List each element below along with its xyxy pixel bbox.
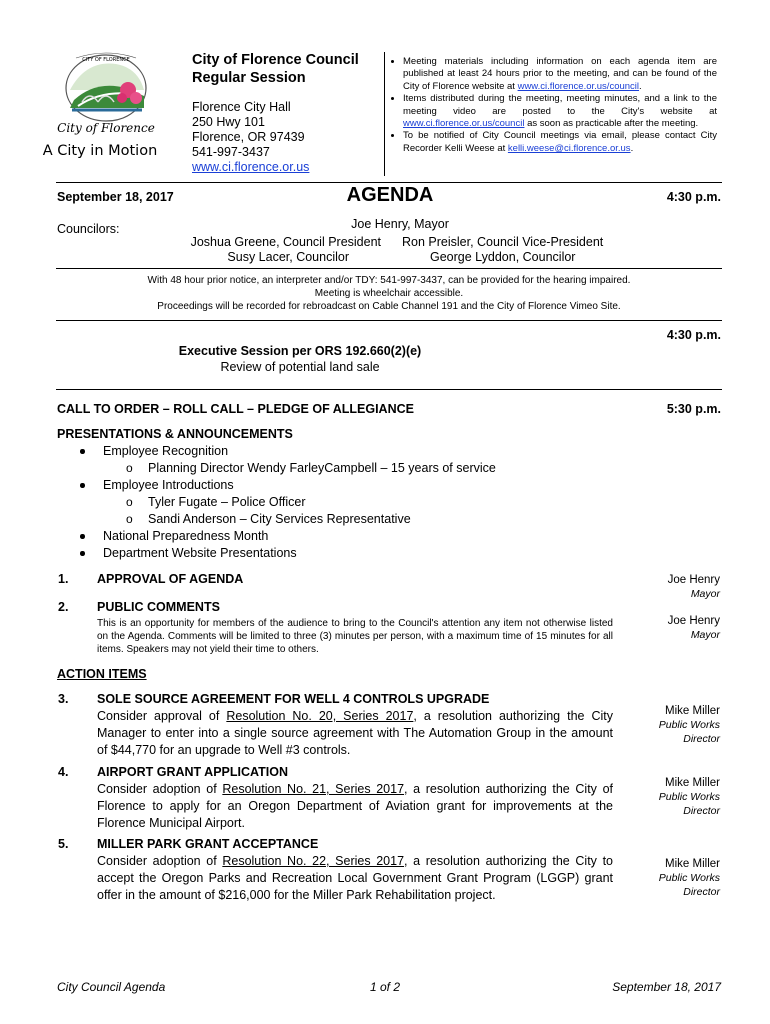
resolution-21: Resolution No. 21, Series 2017 xyxy=(222,782,405,796)
notice-distributed: • Items distributed during the meeting, meeting minutes, and a link to the meeting video are posted to the City's website at www.ci.florence.or.us/council as soon as practicable after the meeting. xyxy=(403,93,717,130)
list-item: o Sandi Anderson – City Services Representative xyxy=(126,512,411,526)
access-line1: With 48 hour prior notice, an interpreter and/or TDY: 541-997-3437, can be provided for the hearing impaired. xyxy=(147,275,631,286)
agenda-title: AGENDA xyxy=(346,184,434,206)
mayor-name: Joe Henry, Mayor xyxy=(351,217,449,231)
notice-email: • To be notified of City Council meetings via email, please contact City Recorder Kelli Weese at kelli.weese@ci.florence.or.us. xyxy=(403,130,717,155)
access-line3: Proceedings will be recorded for rebroadcast on Cable Channel 191 and the City of Florence Vimeo Site. xyxy=(157,301,621,312)
item-5-title: MILLER PARK GRANT ACCEPTANCE xyxy=(97,837,319,851)
address-line1: Florence City Hall xyxy=(192,100,291,114)
list-item: Employee Recognition xyxy=(103,443,496,460)
address-line2: 250 Hwy 101 xyxy=(192,115,265,129)
header-rule xyxy=(56,182,722,183)
address-phone: 541-997-3437 xyxy=(192,145,270,159)
footer-date: September 18, 2017 xyxy=(612,980,721,994)
city-seal-icon xyxy=(42,50,174,168)
councilor-lyddon: George Lyddon, Councilor xyxy=(430,250,576,264)
logo-ring-text: CITY OF FLORENCE xyxy=(82,57,130,63)
meeting-notices xyxy=(392,56,717,155)
item-4-presenter: Mike Miller Public Works Director xyxy=(658,777,720,817)
call-time: 5:30 p.m. xyxy=(666,402,721,416)
page-number: 1 of 2 xyxy=(369,980,401,994)
executive-rule xyxy=(56,389,722,390)
item-3-text: Consider approval of Resolution No. 20, Series 2017, a resolution authorizing the City Manager to enter into a single source agreement with The Automation Group in the amount of $44,770 for an upgrade to Well #3 controls. xyxy=(97,709,613,757)
meeting-date: September 18, 2017 xyxy=(57,190,174,204)
item-3-presenter: Mike Miller Public Works Director xyxy=(658,705,720,745)
executive-subtitle: Review of potential land sale xyxy=(220,360,380,374)
accessibility-notice xyxy=(56,274,722,313)
item-4-text: Consider adoption of Resolution No. 21, Series 2017, a resolution authorizing the City of Florence to apply for an Oregon Department of Aviation grant for improvements at the Florence Municipal Airport. xyxy=(97,782,613,830)
item-4-number: 4. xyxy=(58,765,69,779)
header-divider xyxy=(384,52,385,176)
logo-tagline: A City in Motion xyxy=(42,143,158,159)
item-4-title: AIRPORT GRANT APPLICATION xyxy=(97,765,288,779)
councilors-label: Councilors: xyxy=(57,222,120,236)
council-link-1[interactable]: www.ci.florence.or.us/council xyxy=(517,80,640,92)
executive-time: 4:30 p.m. xyxy=(666,328,721,342)
list-item: o Tyler Fugate – Police Officer xyxy=(126,495,306,509)
address-line3: Florence, OR 97439 xyxy=(192,130,305,144)
item-5-presenter: Mike Miller Public Works Director xyxy=(658,858,720,898)
item-2-text: This is an opportunity for members of the audience to bring to the Council's attention any item not otherwise listed on the Agenda. Comments will be limited to three (3) minutes per person, with a maximum time of 15 minutes for all items. Speakers may not yield their time to others. xyxy=(97,618,613,655)
item-1-title: APPROVAL OF AGENDA xyxy=(97,572,244,586)
access-rule xyxy=(56,320,722,321)
list-item: o Planning Director Wendy FarleyCampbell – 15 years of service xyxy=(126,461,496,475)
list-item: Employee Introductions xyxy=(103,477,496,494)
footer-title: City Council Agenda xyxy=(57,980,166,994)
council-title-line1: City of Florence Council xyxy=(192,52,359,68)
resolution-22: Resolution No. 22, Series 2017 xyxy=(222,854,405,868)
council-link-2[interactable]: www.ci.florence.or.us/council xyxy=(403,118,525,130)
list-item: National Preparedness Month xyxy=(103,528,496,545)
city-logo xyxy=(42,50,174,168)
councilors-rule xyxy=(56,268,722,269)
council-president: Joshua Greene, Council President xyxy=(190,235,381,249)
item-2-title: PUBLIC COMMENTS xyxy=(97,600,220,614)
councilor-lacer: Susy Lacer, Councilor xyxy=(227,250,349,264)
item-2-presenter: Joe Henry Mayor xyxy=(667,615,720,641)
item-1-presenter: Joe Henry Mayor xyxy=(667,574,720,600)
access-line2: Meeting is wheelchair accessible. xyxy=(314,288,464,299)
item-5-number: 5. xyxy=(58,837,69,851)
address-block xyxy=(192,100,309,175)
council-vice-president: Ron Preisler, Council Vice-President xyxy=(402,235,604,249)
logo-script-text: City of Florence xyxy=(57,121,155,135)
council-title xyxy=(192,51,359,87)
website-link[interactable]: www.ci.florence.or.us xyxy=(192,160,310,174)
action-items-heading: ACTION ITEMS xyxy=(57,667,147,681)
presentations-list xyxy=(103,443,496,562)
presentations-heading: PRESENTATIONS & ANNOUNCEMENTS xyxy=(57,427,293,441)
council-title-line2: Regular Session xyxy=(192,70,306,86)
resolution-20: Resolution No. 20, Series 2017 xyxy=(226,709,414,723)
call-to-order: CALL TO ORDER – ROLL CALL – PLEDGE OF ALLEGIANCE xyxy=(57,402,414,416)
item-5-text: Consider adoption of Resolution No. 22, Series 2017, a resolution authorizing the City to accept the Oregon Parks and Recreation Local Government Grant Program (LGGP) grant offer in the amount of $216,000 for the Miller Park Rehabilitation project. xyxy=(97,854,613,902)
item-1-number: 1. xyxy=(58,572,69,586)
list-item: Department Website Presentations xyxy=(103,545,496,562)
meeting-time: 4:30 p.m. xyxy=(666,190,721,204)
notice-materials: • Meeting materials including information on each agenda item are published at least 24 hours prior to the meeting, and can be found of the City of Florence website at www.ci.florence.or.us/council. xyxy=(403,56,717,93)
item-2-number: 2. xyxy=(58,600,69,614)
item-3-title: SOLE SOURCE AGREEMENT FOR WELL 4 CONTROLS UPGRADE xyxy=(97,692,490,706)
email-link[interactable]: kelli.weese@ci.florence.or.us xyxy=(507,142,631,154)
executive-title: Executive Session per ORS 192.660(2)(e) xyxy=(178,344,422,358)
item-3-number: 3. xyxy=(58,692,69,706)
